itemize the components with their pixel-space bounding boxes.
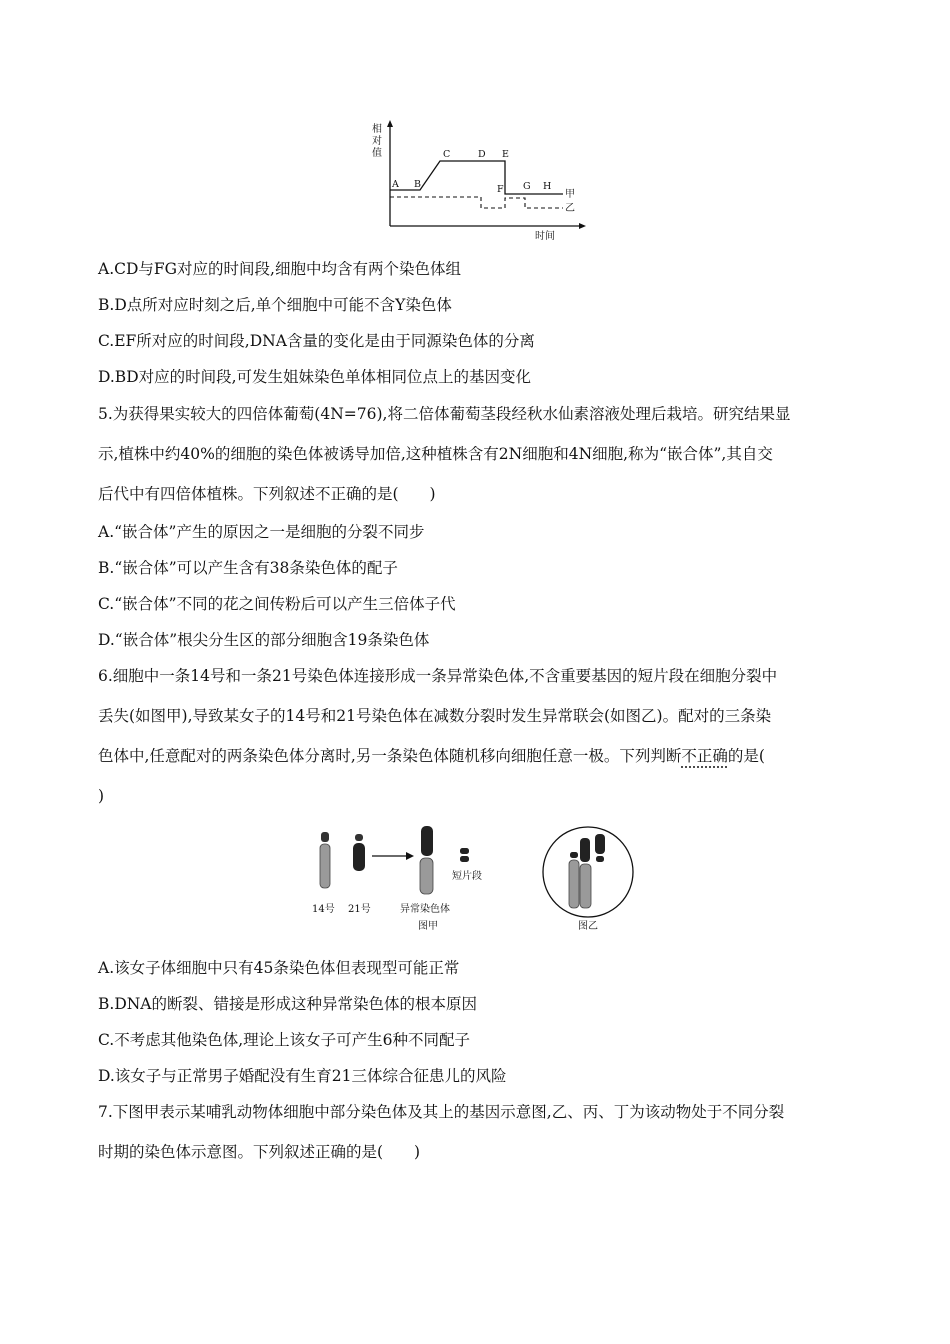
q6-option-b: B.DNA的断裂、错接是形成这种异常染色体的根本原因 [98,995,478,1013]
point-a: A [392,179,399,190]
q5-option-d: D.“嵌合体”根尖分生区的部分细胞含19条染色体 [98,631,430,649]
q7-stem-line-2: 时期的染色体示意图。下列叙述正确的是( ) [98,1143,421,1161]
y-label-2: 对 [372,136,382,147]
q6-option-c: C.不考虑其他染色体,理论上该女子可产生6种不同配子 [98,1031,471,1049]
q4-option-a: A.CD与FG对应的时间段,细胞中均含有两个染色体组 [98,260,461,278]
q4-option-b: B.D点所对应时刻之后,单个细胞中可能不含Y染色体 [98,296,452,314]
label-21: 21号 [348,904,371,915]
q6-stem-line-1: 6.细胞中一条14号和一条21号染色体连接形成一条异常染色体,不含重要基因的短片段在细胞分裂中 [98,667,778,685]
label-abnormal: 异常染色体 [400,904,450,915]
point-b: B [414,179,421,190]
cell-pairing [543,827,633,917]
caption-jia: 图甲 [418,921,438,932]
line-graph [365,118,590,240]
point-h: H [543,181,552,192]
label-14: 14号 [312,904,335,915]
q5-stem-line-3: 后代中有四倍体植株。下列叙述不正确的是( ) [98,485,436,503]
chromosome-21 [353,834,365,871]
point-e: E [502,149,509,160]
y-label-3: 值 [372,148,382,159]
q5-option-a: A.“嵌合体”产生的原因之一是细胞的分裂不同步 [98,523,425,541]
q6-line3-post: 的是( [727,747,765,765]
q5-stem-line-1: 5.为获得果实较大的四倍体葡萄(4N=76),将二倍体葡萄茎段经秋水仙素溶液处理后栽培。研究结果显 [98,405,791,423]
chromosome-figure [300,820,650,938]
series-yi-label: 乙 [565,203,575,214]
q6-stem-line-4: ) [98,787,105,805]
point-c: C [443,149,451,160]
series-yi-line [390,197,563,208]
q4-option-c: C.EF所对应的时间段,DNA含量的变化是由于同源染色体的分离 [98,332,535,350]
q6-option-a: A.该女子体细胞中只有45条染色体但表现型可能正常 [98,959,460,977]
label-short-fragment: 短片段 [452,871,482,882]
q5-option-c: C.“嵌合体”不同的花之间传粉后可以产生三倍体子代 [98,595,456,613]
abnormal-chromosome [420,826,433,894]
q7-stem-line-1: 7.下图甲表示某哺乳动物体细胞中部分染色体及其上的基因示意图,乙、丙、丁为该动物处于不同分裂 [98,1103,785,1121]
point-d: D [478,149,486,160]
q6-stem-line-2: 丢失(如图甲),导致某女子的14号和21号染色体在减数分裂时发生异常联会(如图乙)。配对的三条染 [98,707,772,725]
chromosome-diagram [300,820,650,938]
short-fragment [460,848,469,862]
point-g: G [523,181,531,192]
chromosome-14 [320,832,330,888]
q6-stem-line-3 [98,746,765,766]
q4-option-d: D.BD对应的时间段,可发生姐妹染色单体相同位点上的基因变化 [98,368,532,386]
x-label: 时间 [535,231,555,240]
q5-stem-line-2: 示,植株中约40%的细胞的染色体被诱导加倍,这种植株含有2N细胞和4N细胞,称为“嵌合体”,其自交 [98,445,773,463]
caption-yi: 图乙 [578,921,598,932]
q6-line3-pre: 色体中,任意配对的两条染色体分离时,另一条染色体随机移向细胞任意一极。下列判断 [98,747,682,765]
graph-figure [365,118,590,240]
q6-line3-emphasis: 不正确 [681,747,728,765]
q6-option-d: D.该女子与正常男子婚配没有生育21三体综合征患儿的风险 [98,1067,507,1085]
q5-option-b: B.“嵌合体”可以产生含有38条染色体的配子 [98,559,398,577]
point-f: F [497,184,504,195]
series-jia-label: 甲 [565,189,575,200]
y-label-1: 相 [372,124,382,135]
